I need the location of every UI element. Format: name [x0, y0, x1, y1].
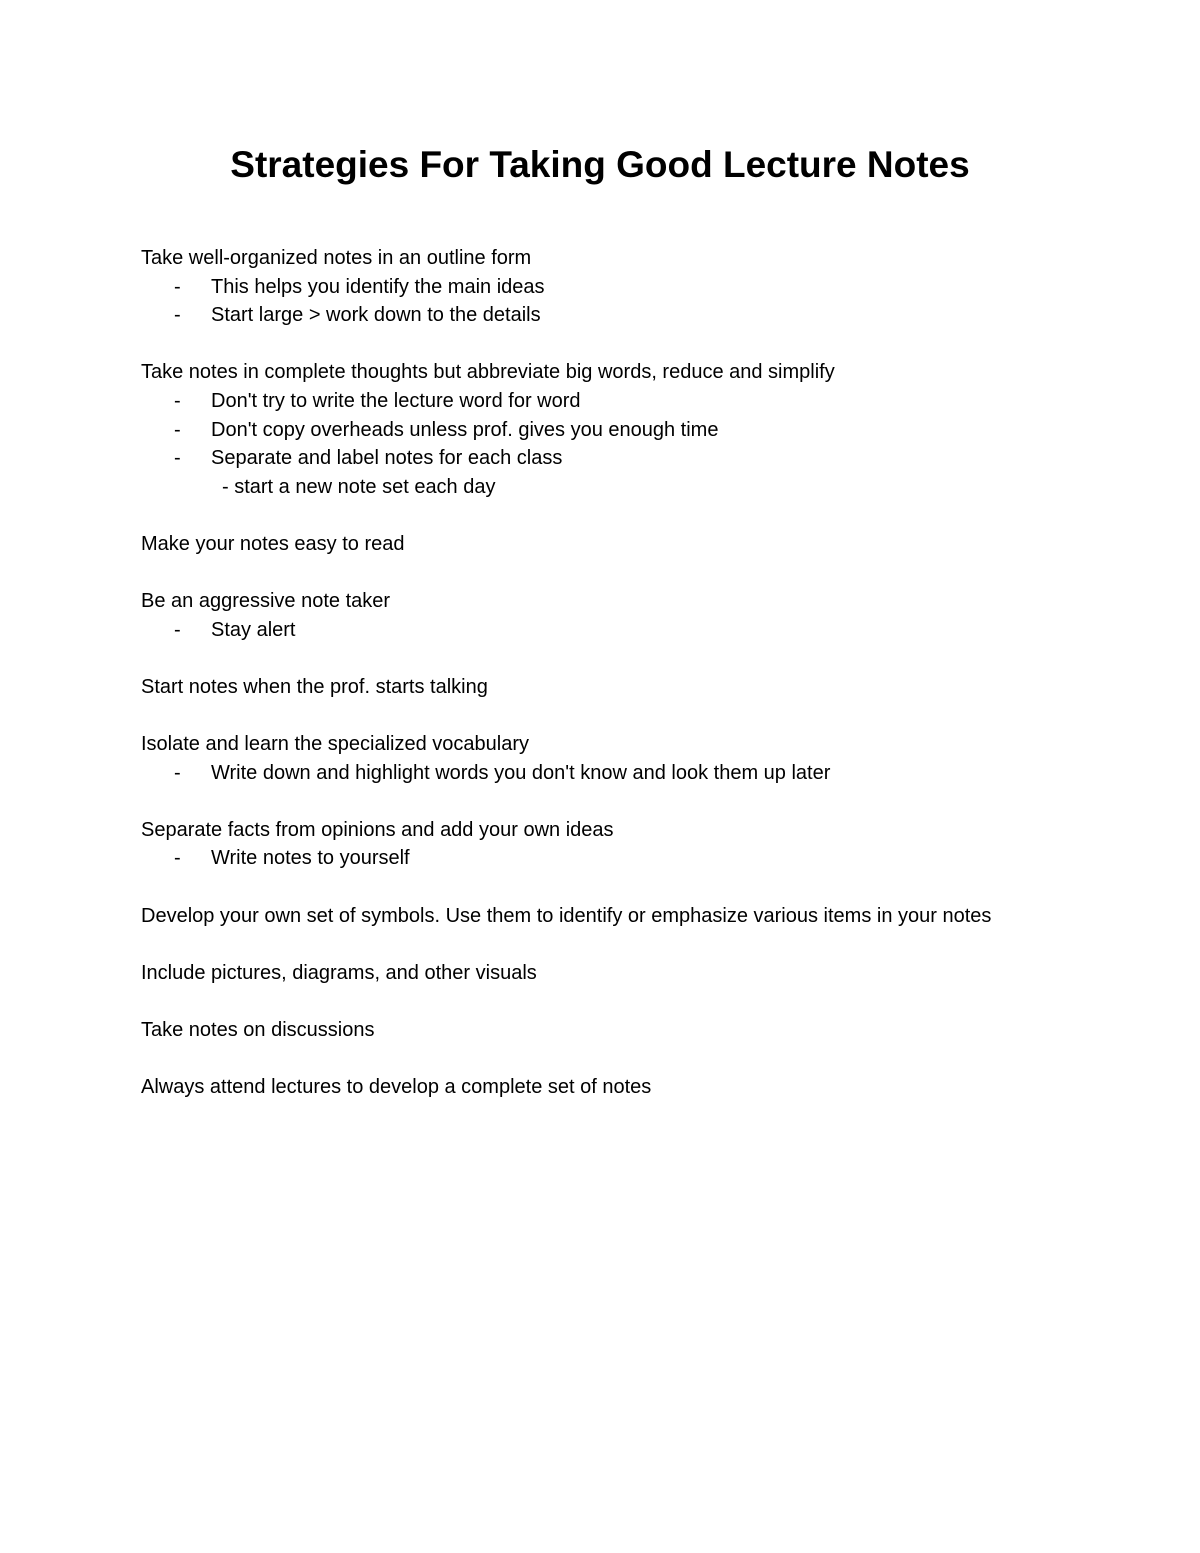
section-heading: Develop your own set of symbols. Use them to identify or emphasize various items in your notes — [141, 904, 992, 927]
paragraph-gap — [141, 559, 1141, 588]
bullet-marker: - — [174, 418, 181, 441]
bullet-text: Separate and label notes for each class — [211, 447, 563, 470]
bullet-marker: - — [174, 761, 181, 784]
bullet-marker: - — [174, 304, 181, 327]
paragraph-gap — [141, 930, 1141, 959]
sub-bullet-item: - start a new note set each day — [222, 475, 496, 498]
paragraph-gap — [141, 330, 1141, 359]
bullet-marker: - — [174, 275, 181, 298]
section-heading: Take well-organized notes in an outline form — [141, 247, 532, 269]
document-body — [141, 244, 1141, 1102]
paragraph-gap — [141, 501, 1141, 530]
page-title: Strategies For Taking Good Lecture Notes — [230, 144, 970, 185]
bullet-text: Write down and highlight words you don't know and look them up later — [211, 761, 831, 784]
bullet-text: Don't copy overheads unless prof. gives you enough time — [211, 418, 719, 441]
bullet-item — [141, 273, 1141, 302]
section-heading: Take notes on discussions — [141, 1019, 375, 1042]
paragraph-gap — [141, 702, 1141, 731]
section-heading: Separate facts from opinions and add your own ideas — [141, 818, 614, 841]
section-heading: Be an aggressive note taker — [141, 590, 391, 613]
section-heading: Start notes when the prof. starts talking — [141, 675, 488, 698]
paragraph-gap — [141, 644, 1141, 673]
section-heading: Take notes in complete thoughts but abbreviate big words, reduce and simplify — [141, 361, 835, 384]
section-heading: Always attend lectures to develop a complete set of notes — [141, 1076, 652, 1099]
paragraph-gap — [141, 873, 1141, 902]
bullet-text: Start large > work down to the details — [211, 304, 541, 327]
bullet-item — [141, 759, 1141, 788]
bullet-item — [141, 844, 1141, 873]
bullet-marker: - — [174, 618, 181, 641]
bullet-text: Write notes to yourself — [211, 847, 410, 870]
bullet-item — [141, 416, 1141, 445]
bullet-item — [141, 444, 1141, 473]
section-heading: Include pictures, diagrams, and other visuals — [141, 961, 537, 984]
paragraph-gap — [141, 787, 1141, 816]
bullet-text: Stay alert — [211, 618, 296, 641]
bullet-text: Don't try to write the lecture word for word — [211, 389, 581, 412]
bullet-text: This helps you identify the main ideas — [211, 275, 545, 298]
bullet-item — [141, 301, 1141, 330]
section-heading: Make your notes easy to read — [141, 532, 405, 555]
paragraph-gap — [141, 1045, 1141, 1074]
bullet-marker: - — [174, 447, 181, 470]
bullet-item — [141, 616, 1141, 645]
bullet-marker: - — [174, 389, 181, 412]
bullet-item — [141, 387, 1141, 416]
section-heading: Isolate and learn the specialized vocabulary — [141, 733, 530, 756]
bullet-marker: - — [174, 847, 181, 870]
paragraph-gap — [141, 987, 1141, 1016]
